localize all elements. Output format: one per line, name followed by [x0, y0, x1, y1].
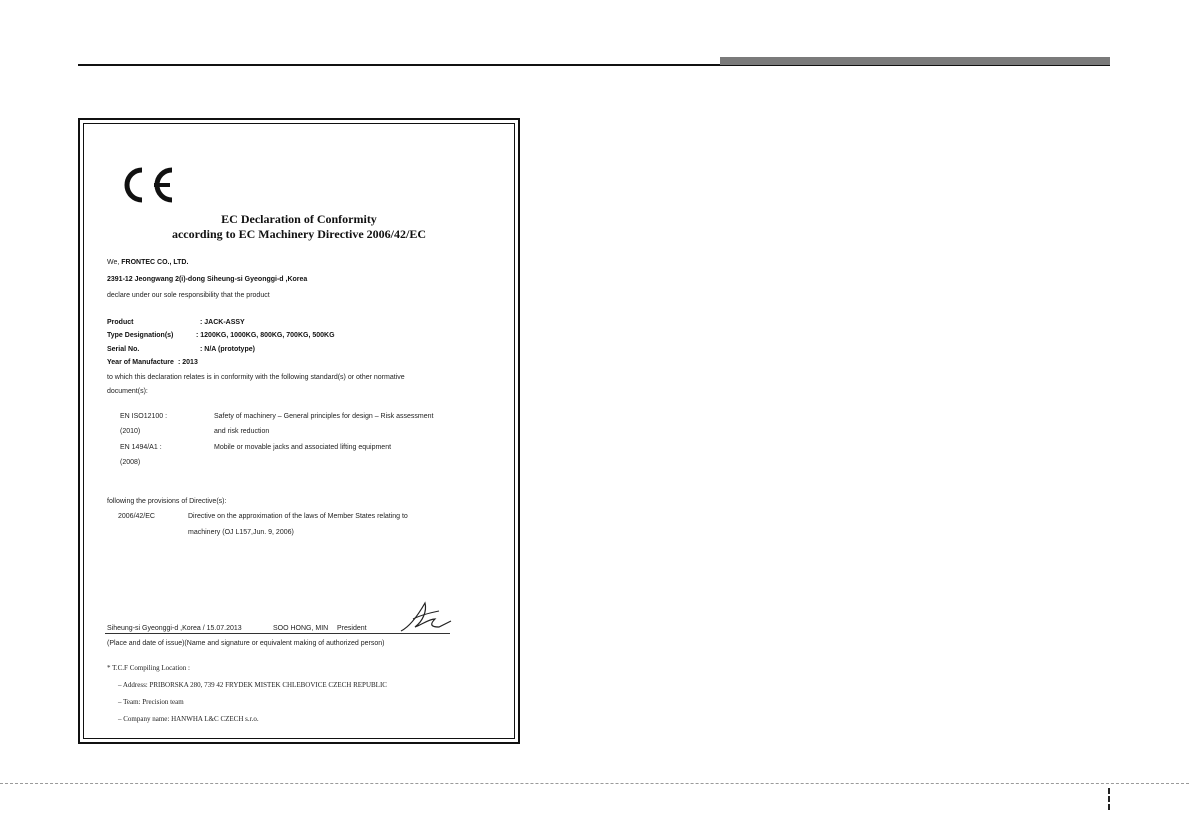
product-value: : JACK-ASSY: [200, 319, 245, 326]
directive-desc-cont: machinery (OJ L157,Jun. 9, 2006): [188, 529, 294, 536]
declare-text: declare under our sole responsibility that the product: [107, 292, 270, 299]
standard-code: EN ISO12100 :: [120, 413, 168, 420]
serial-label: Serial No.: [107, 346, 140, 353]
company-name: FRONTEC CO., LTD.: [121, 259, 189, 266]
year-value: : 2013: [178, 359, 198, 366]
tcf-address: – Address: PRIBORSKA 280, 739 42 FRYDEK MISTEK CHLEBOVICE CZECH REPUBLIC: [118, 681, 387, 689]
footer-dashed-rule: [0, 783, 1189, 784]
product-label: Product: [107, 319, 134, 326]
serial-value: : N/A (prototype): [200, 346, 255, 353]
year-label: Year of Manufacture: [107, 359, 174, 366]
we-label: We,: [107, 259, 120, 266]
standard-desc: Safety of machinery – General principles for design – Risk assessment: [214, 413, 434, 420]
tcf-team: – Team: Precision team: [118, 698, 184, 706]
signature-line: [105, 633, 450, 634]
standard-code: EN 1494/A1 :: [120, 444, 162, 451]
standard-year: (2008): [120, 459, 141, 466]
signer-name: SOO HONG, MIN: [273, 625, 329, 632]
conformity-text-cont: document(s):: [107, 388, 148, 395]
place-date: Siheung-si Gyeonggi-d ,Korea / 15.07.2013: [107, 625, 242, 632]
certificate-frame: [78, 118, 520, 744]
tcf-company: – Company name: HANWHA L&C CZECH s.r.o.: [118, 715, 259, 723]
standard-year: (2010): [120, 428, 141, 435]
conformity-text: to which this declaration relates is in conformity with the following standard(s) or other normative: [107, 374, 405, 381]
directive-code: 2006/42/EC: [118, 513, 155, 520]
tcf-heading: * T.C.F Compiling Location :: [107, 664, 190, 672]
type-value: : 1200KG, 1000KG, 800KG, 700KG, 500KG: [196, 332, 335, 339]
declarant-line: [107, 259, 188, 266]
page-number-marker: [1108, 788, 1110, 810]
standard-desc-cont: and risk reduction: [214, 428, 270, 435]
following-text: following the provisions of Directive(s):: [107, 498, 227, 505]
signer-title: President: [337, 625, 367, 632]
ce-mark-logo: [118, 166, 176, 204]
place-caption: (Place and date of issue)(Name and signature or equivalent making of authorized person): [107, 640, 385, 647]
standard-desc: Mobile or movable jacks and associated lifting equipment: [214, 444, 392, 451]
header-section-bar: [720, 57, 1110, 65]
type-label: Type Designation(s): [107, 332, 174, 339]
certificate-title: EC Declaration of Conformity: [221, 212, 377, 226]
company-address: 2391-12 Jeongwang 2(i)-dong Siheung-si Gyeonggi-d ,Korea: [107, 276, 308, 283]
signature-image: [395, 597, 455, 637]
directive-desc: Directive on the approximation of the laws of Member States relating to: [188, 513, 408, 520]
certificate-subtitle: according to EC Machinery Directive 2006/42/EC: [171, 227, 427, 241]
